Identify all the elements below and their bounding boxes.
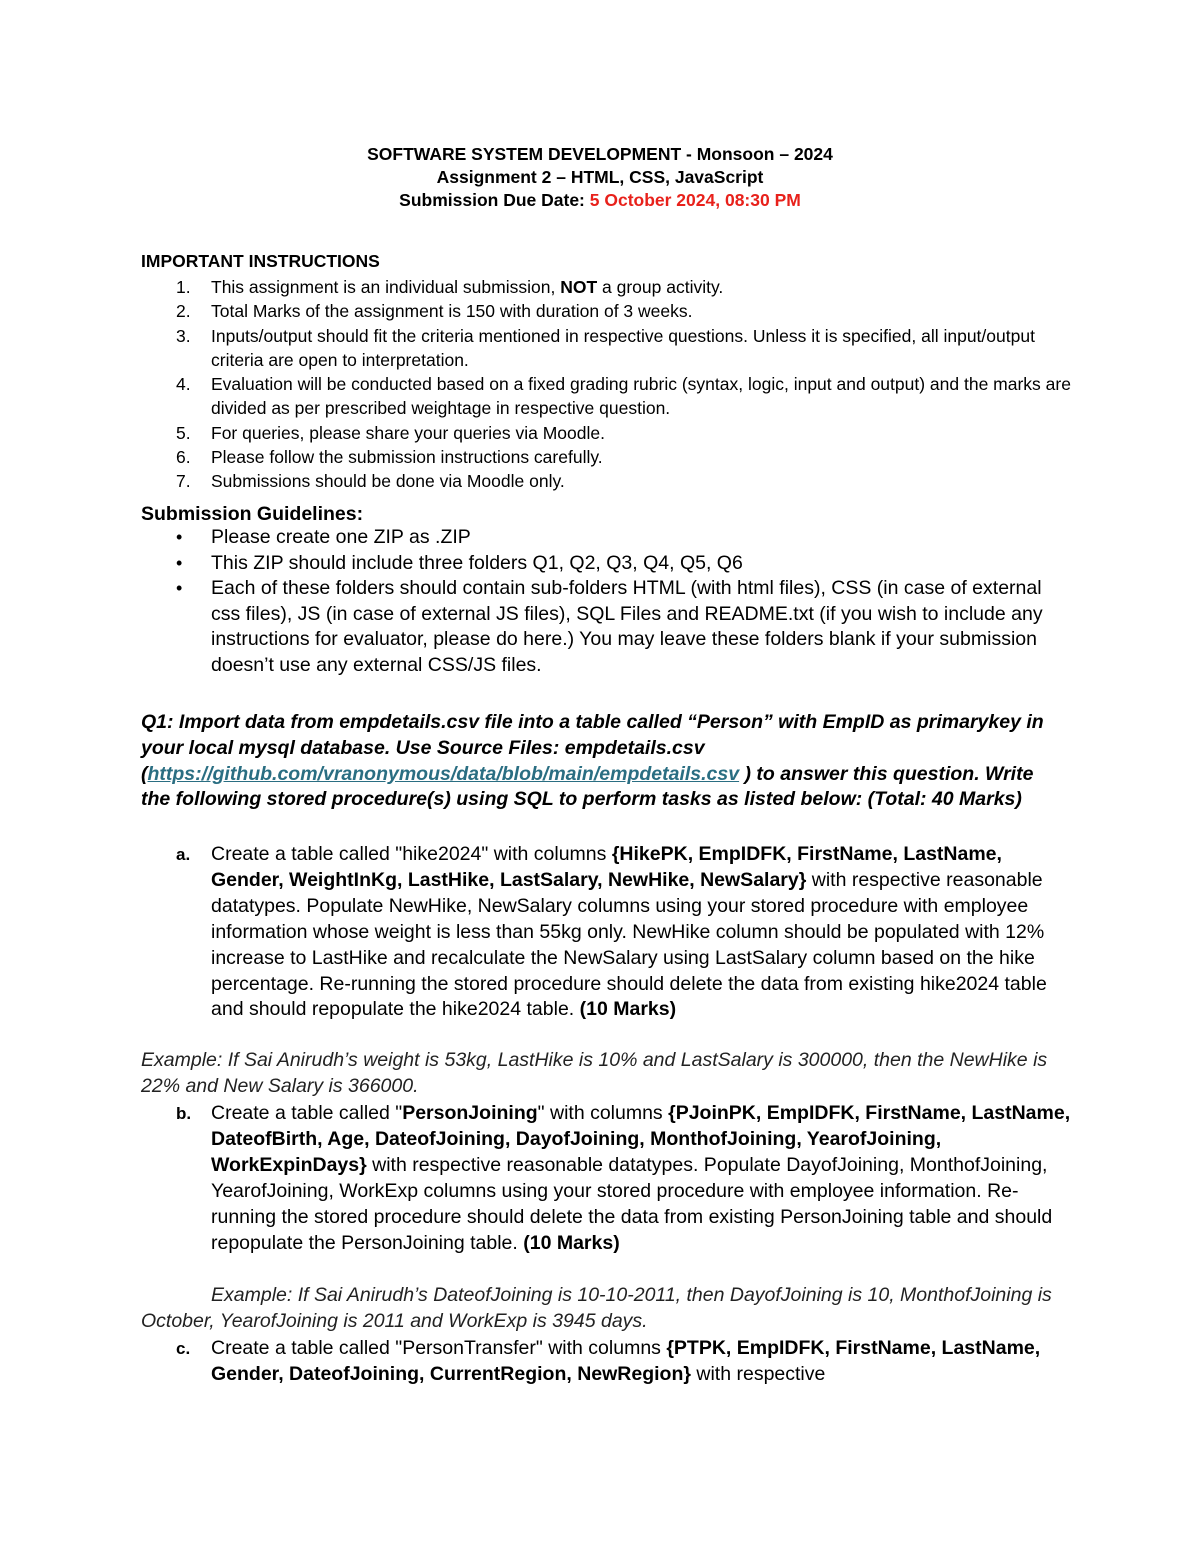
- instruction-item: [141, 445, 1071, 469]
- subquestion-label: a.: [176, 845, 191, 864]
- column-list: {PTPK, EmpIDFK, FirstName, LastName, Gender, DateofJoining, CurrentRegion, NewRegion}: [211, 1337, 1041, 1385]
- instruction-item: [141, 324, 1071, 373]
- instruction-item: [141, 275, 1071, 299]
- bullet-icon: •: [176, 578, 183, 598]
- guideline-text: Please create one ZIP as .ZIP: [211, 526, 471, 548]
- text-run: Create a table called "hike2024" with columns: [211, 843, 612, 865]
- instructions-title: IMPORTANT INSTRUCTIONS: [141, 251, 380, 271]
- due-date-line: [0, 187, 1200, 213]
- course-title: SOFTWARE SYSTEM DEVELOPMENT - Monsoon – 2024: [367, 144, 833, 164]
- assignment-title: Assignment 2 – HTML, CSS, JavaScript: [436, 167, 764, 187]
- subquestion-c-text: [141, 1336, 1076, 1388]
- source-file-link[interactable]: https://github.com/vranonymous/data/blob/main/empdetails.csv: [147, 762, 740, 785]
- text-run: Create a table called ": [211, 1102, 403, 1124]
- text-run: with respective reasonable datatypes. Populate DayofJoining, MonthofJoining, YearofJoining, WorkExp columns using your stored procedure with employee information. Re-running the stored procedure should delete the data from existing PersonJoining table and should repopulate the PersonJoining table.: [211, 1153, 1053, 1254]
- marks-label: (10 Marks): [523, 1231, 620, 1254]
- instruction-text: Evaluation will be conducted based on a fixed grading rubric (syntax, logic, input and output) and the marks are divided as per prescribed weightage in respective question.: [211, 374, 1071, 419]
- column-list: {HikePK, EmpIDFK, FirstName, LastName, Gender, WeightInKg, LastHike, LastSalary, NewHike, NewSalary}: [211, 843, 1002, 891]
- question-1-intro: Q1: Import data from empdetails.csv file into a table called “Person” with EmpID as primarykey in your local mysql database. Use Source Files: empdetails.csv (: [141, 711, 1044, 785]
- guideline-text: This ZIP should include three folders Q1, Q2, Q3, Q4, Q5, Q6: [211, 551, 743, 574]
- text-run: with respective reasonable datatypes. Populate NewHike, NewSalary columns using your stored procedure with employee information whose weight is less than 55kg only. NewHike column should be populated with 12% increase to LastHike and recalculate the NewSalary using LastSalary column based on the hike percentage. Re-running the stored procedure should delete the data from existing hike2024 table and should repopulate the hike2024 table.: [211, 868, 1047, 1021]
- instruction-number: 4.: [176, 374, 191, 395]
- column-list: {PJoinPK, EmpIDFK, FirstName, LastName, DateofBirth, Age, DateofJoining, DayofJoining, MonthofJoining, YearofJoining, WorkExpinDays}: [211, 1102, 1071, 1176]
- due-date-label: Submission Due Date:: [399, 190, 590, 210]
- guidelines-list: [141, 525, 1071, 678]
- marks-label: (10 Marks): [579, 998, 677, 1021]
- instruction-item: [141, 421, 1071, 445]
- instruction-text: For queries, please share your queries via Moodle.: [211, 422, 605, 443]
- text-run: Create a table called "PersonTransfer" with columns: [211, 1337, 667, 1359]
- instruction-text: Submissions should be done via Moodle only.: [211, 471, 565, 492]
- question-1-outro: ) to answer this question. Write the following stored procedure(s) using SQL to perform tasks as listed below: (Total: 40 Marks): [141, 762, 1034, 811]
- instruction-number: 5.: [176, 422, 191, 443]
- bullet-icon: •: [176, 552, 183, 573]
- instruction-number: 1.: [176, 277, 191, 297]
- instruction-item: [141, 372, 1071, 421]
- instruction-text: a group activity.: [597, 277, 724, 297]
- text-run: with respective: [690, 1362, 826, 1385]
- instruction-text: This assignment is an individual submission,: [211, 277, 561, 297]
- due-date-value: 5 October 2024, 08:30 PM: [589, 190, 801, 210]
- instruction-number: 2.: [176, 301, 191, 322]
- subquestion-b-text: [141, 1101, 1076, 1256]
- guideline-text: Each of these folders should contain sub-folders HTML (with html files), CSS (in case of external css files), JS (in case of external JS files), SQL Files and README.txt (if you wish to include any instructions for evaluator, please do here.) You may leave these folders blank if your submission doesn’t use any external CSS/JS files.: [211, 577, 1043, 676]
- guideline-item: [141, 525, 1071, 551]
- instruction-number: 6.: [176, 447, 191, 468]
- bullet-icon: •: [176, 527, 183, 547]
- instruction-text: Please follow the submission instructions carefully.: [211, 447, 603, 468]
- instruction-emphasis: NOT: [560, 277, 598, 297]
- instruction-item: [141, 469, 1071, 493]
- text-run: " with columns: [537, 1102, 669, 1124]
- instructions-list: [141, 275, 1071, 494]
- subquestion-a-text: [141, 842, 1076, 1023]
- subquestion-a: [141, 842, 1076, 1023]
- instruction-number: 3.: [176, 325, 191, 346]
- table-name: PersonJoining: [402, 1102, 538, 1124]
- example-b: Example: If Sai Anirudh’s DateofJoining is 10-10-2011, then DayofJoining is 10, MonthofJoining is October, YearofJoining is 2011 and WorkExp is 3945 days.: [141, 1284, 1052, 1332]
- subquestion-label: b.: [176, 1104, 192, 1123]
- subquestion-label: c.: [176, 1339, 191, 1358]
- instruction-number: 7.: [176, 471, 191, 492]
- guideline-item: [141, 576, 1071, 678]
- example-a: Example: If Sai Anirudh’s weight is 53kg, LastHike is 10% and LastSalary is 300000, then the NewHike is 22% and New Salary is 366000.: [141, 1049, 1048, 1097]
- instruction-text: Total Marks of the assignment is 150 with duration of 3 weeks.: [211, 301, 693, 322]
- instruction-item: [141, 299, 1071, 323]
- guidelines-title: Submission Guidelines:: [141, 503, 364, 525]
- subquestion-c: [141, 1336, 1076, 1388]
- subquestion-b: [141, 1101, 1076, 1256]
- instruction-text: Inputs/output should fit the criteria mentioned in respective questions. Unless it is specified, all input/output criteria are open to interpretation.: [211, 325, 1035, 370]
- guideline-item: [141, 551, 1071, 577]
- question-1: [141, 710, 1051, 813]
